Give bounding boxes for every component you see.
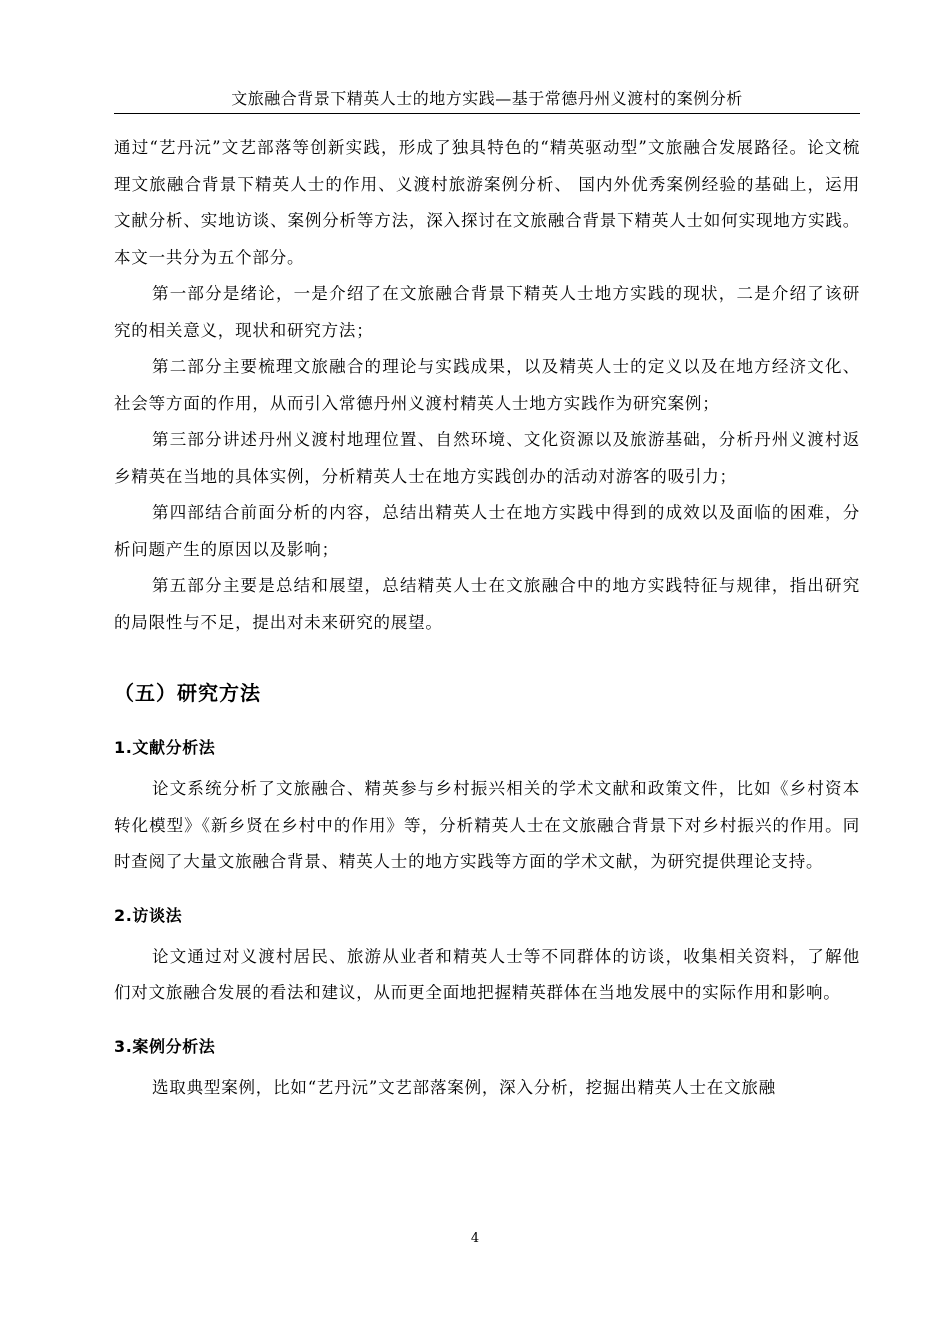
part2-paragraph: 第二部分主要梳理文旅融合的理论与实践成果，以及精英人士的定义以及在地方经济文化、社会等方面的作用，从而引入常德丹州义渡村精英人士地方实践作为研究案例； <box>114 357 860 413</box>
literature-analysis-paragraph: 论文系统分析了文旅融合、精英参与乡村振兴相关的学术文献和政策文件，比如《乡村资本转化模型》《新乡贤在乡村中的作用》等，分析精英人士在文旅融合背景下对乡村振兴的作用。同时查阅了大量文旅融合背景、精英人士的地方实践等方面的学术文献，为研究提供理论支持。 <box>114 779 860 871</box>
intro-paragraph: 通过“艺丹沅”文艺部落等创新实践，形成了独具特色的“精英驱动型”文旅融合发展路径。论文梳理文旅融合背景下精英人士的作用、义渡村旅游案例分析、 国内外优秀案例经验的基础上，运用文献分析、实地访谈、案例分析等方法，深入探讨在文旅融合背景下精英人士如何实现地方实践。本文一共分为五个部分。 <box>114 138 860 267</box>
case-analysis-paragraph: 选取典型案例，比如“艺丹沅”文艺部落案例，深入分析，挖掘出精英人士在文旅融 <box>152 1077 776 1097</box>
page-number: 4 <box>470 1231 480 1246</box>
part4-paragraph: 第四部结合前面分析的内容，总结出精英人士在地方实践中得到的成效以及面临的困难，分析问题产生的原因以及影响； <box>114 503 860 559</box>
page-body <box>114 130 860 1106</box>
running-header: 文旅融合背景下精英人士的地方实践—基于常德丹州义渡村的案例分析 <box>231 89 743 108</box>
interview-paragraph: 论文通过对义渡村居民、旅游从业者和精英人士等不同群体的访谈，收集相关资料，了解他们对文旅融合发展的看法和建议，从而更全面地把握精英群体在当地发展中的实际作用和影响。 <box>114 946 860 1002</box>
part5-paragraph: 第五部分主要是总结和展望，总结精英人士在文旅融合中的地方实践特征与规律，指出研究的局限性与不足，提出对未来研究的展望。 <box>114 576 860 632</box>
subheading-literature-analysis: 1.文献分析法 <box>114 738 216 757</box>
part1-paragraph: 第一部分是绪论，一是介绍了在文旅融合背景下精英人士地方实践的现状，二是介绍了该研究的相关意义，现状和研究方法； <box>114 284 860 340</box>
section-heading-research-methods: （五）研究方法 <box>114 681 261 705</box>
subheading-case-analysis: 3.案例分析法 <box>114 1036 216 1056</box>
part3-paragraph: 第三部分讲述丹州义渡村地理位置、自然环境、文化资源以及旅游基础，分析丹州义渡村返乡精英在当地的具体实例，分析精英人士在地方实践创办的活动对游客的吸引力； <box>114 430 860 486</box>
subheading-interview: 2.访谈法 <box>114 905 183 925</box>
header-rule <box>114 113 860 114</box>
